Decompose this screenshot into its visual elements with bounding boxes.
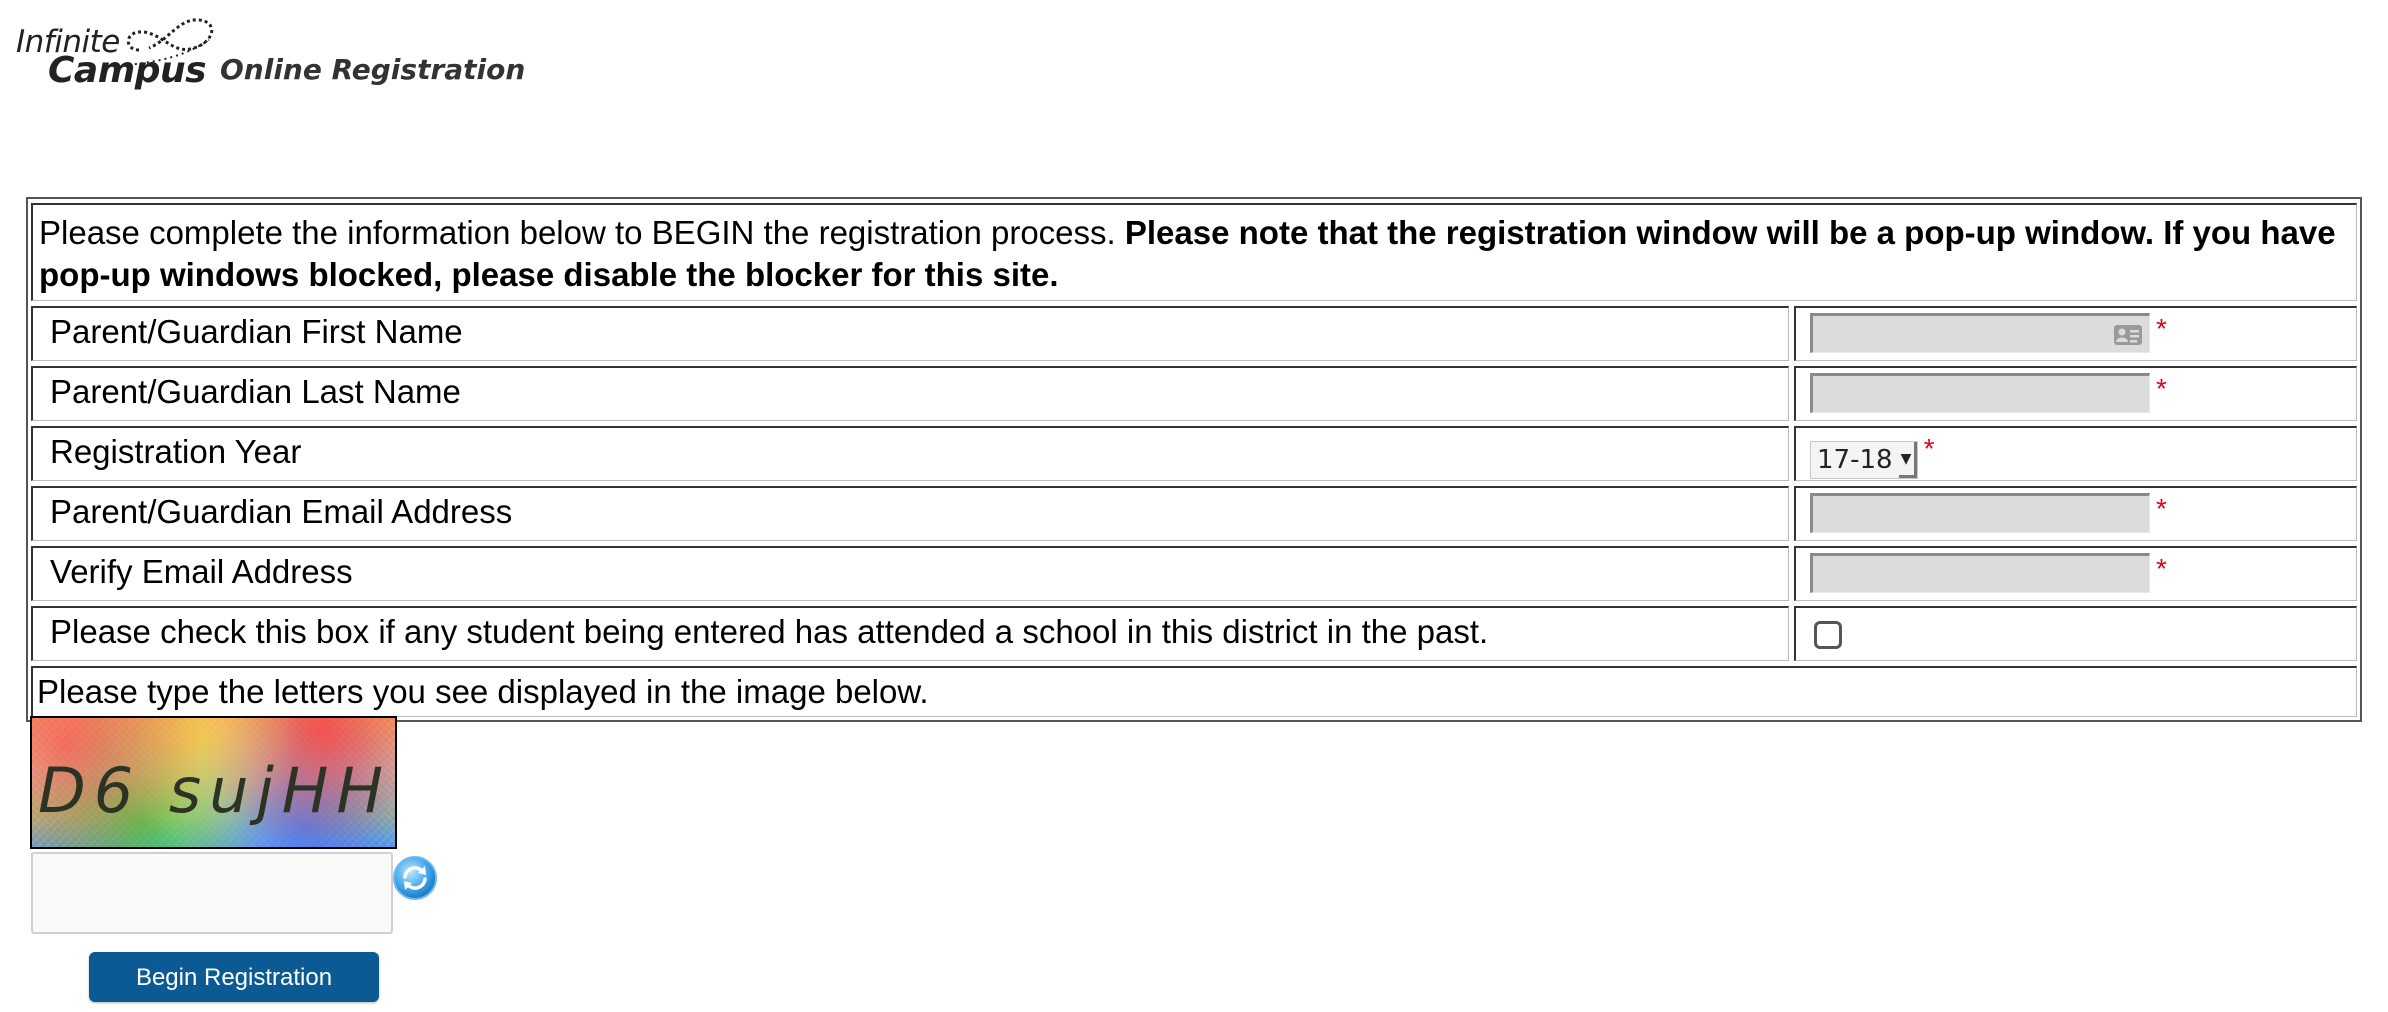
intro-bold: Please note that the registration window will be a pop-up window. If you have pop-up windows blocked, please disable the blocker for this site. xyxy=(39,214,2336,293)
intro-row xyxy=(31,203,2357,301)
header xyxy=(14,10,614,100)
logo-swirl-icon xyxy=(119,10,229,70)
registration-form xyxy=(26,197,2362,722)
chevron-down-icon[interactable]: ▼ xyxy=(1899,442,1917,478)
captcha-image xyxy=(30,716,397,849)
email-input[interactable] xyxy=(1810,493,2150,533)
first-name-label: Parent/Guardian First Name xyxy=(31,306,1789,361)
registration-year-row xyxy=(31,426,2357,481)
captcha-instruction: Please type the letters you see displayed in the image below. xyxy=(31,666,2357,717)
email-label: Parent/Guardian Email Address xyxy=(31,486,1789,541)
logo-word-infinite: Infinite xyxy=(16,24,120,60)
app-name: Online Registration xyxy=(220,53,526,86)
verify-email-label: Verify Email Address xyxy=(31,546,1789,601)
attended-past-checkbox[interactable] xyxy=(1814,621,1842,649)
attended-past-label: Please check this box if any student being entered has attended a school in this district in the past. xyxy=(31,606,1789,661)
intro-normal: Please complete the information below to BEGIN the registration process. xyxy=(39,214,1125,251)
email-cell xyxy=(1794,486,2357,541)
first-name-cell xyxy=(1794,306,2357,361)
required-mark: * xyxy=(1923,433,1935,464)
captcha-image-text: D6 sujHH xyxy=(38,754,391,827)
required-mark: * xyxy=(2156,313,2167,344)
registration-year-cell xyxy=(1794,426,2357,481)
refresh-icon[interactable] xyxy=(392,855,438,901)
contact-card-icon[interactable] xyxy=(2113,324,2143,346)
registration-year-label: Registration Year xyxy=(31,426,1789,481)
intro-text xyxy=(31,203,2357,301)
email-row xyxy=(31,486,2357,541)
first-name-row xyxy=(31,306,2357,361)
last-name-row xyxy=(31,366,2357,421)
captcha-input[interactable] xyxy=(31,852,393,934)
logo-word-campus: Campus xyxy=(48,50,207,91)
last-name-label: Parent/Guardian Last Name xyxy=(31,366,1789,421)
first-name-input[interactable] xyxy=(1810,313,2150,353)
registration-year-value: 17-18 xyxy=(1817,445,1893,475)
verify-email-row xyxy=(31,546,2357,601)
last-name-cell xyxy=(1794,366,2357,421)
attended-past-row xyxy=(31,606,2357,661)
begin-registration-button[interactable]: Begin Registration xyxy=(89,952,379,1002)
registration-year-select[interactable] xyxy=(1810,441,1918,479)
verify-email-cell xyxy=(1794,546,2357,601)
required-mark: * xyxy=(2156,373,2167,404)
attended-past-cell xyxy=(1794,606,2357,661)
captcha-instruction-row xyxy=(31,666,2357,717)
required-mark: * xyxy=(2156,553,2167,584)
verify-email-input[interactable] xyxy=(1810,553,2150,593)
required-mark: * xyxy=(2156,493,2167,524)
last-name-input[interactable] xyxy=(1810,373,2150,413)
